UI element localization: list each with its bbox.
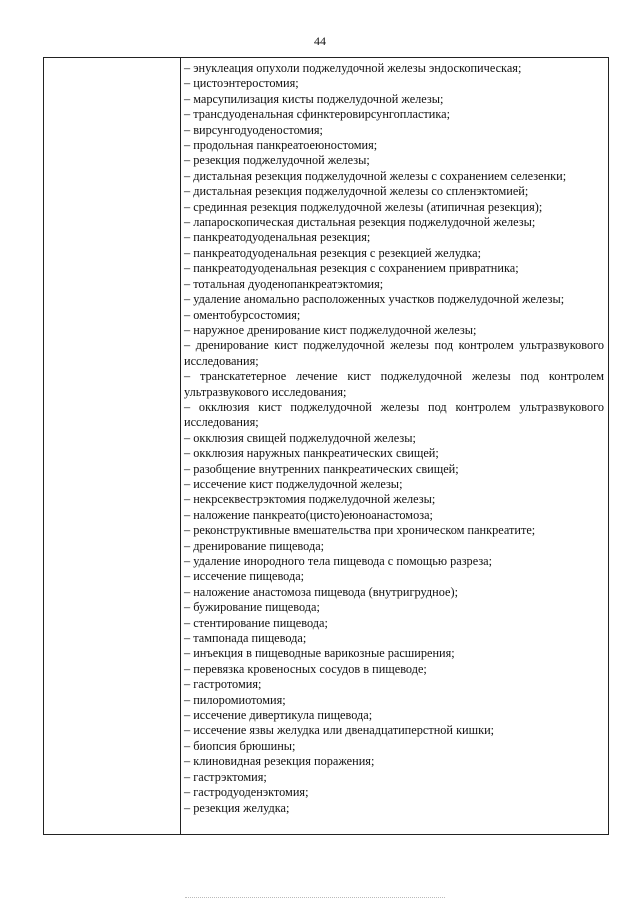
- list-item: – стентирование пищевода;: [184, 615, 328, 630]
- list-item: – инъекция в пищеводные варикозные расширения;: [184, 646, 455, 661]
- list-item: – гастрэктомия;: [184, 769, 267, 784]
- list-item: – пилоромиотомия;: [184, 692, 286, 707]
- list-item: – панкреатодуоденальная резекция с резекцией желудка;: [184, 245, 481, 260]
- list-item: – дренирование пищевода;: [184, 538, 325, 553]
- list-item: – биопсия брюшины;: [184, 738, 296, 753]
- list-item: – цистоэнтеростомия;: [184, 76, 299, 91]
- list-item: – панкреатодуоденальная резекция;: [184, 230, 371, 245]
- list-item: – реконструктивные вмешательства при хроническом панкреатите;: [184, 523, 536, 538]
- list-item: – удаление инородного тела пищевода с помощью разреза;: [184, 554, 493, 568]
- list-item: – наружное дренирование кист поджелудочной железы;: [184, 322, 477, 337]
- procedure-list: [184, 61, 604, 816]
- list-item: – тампонада пищевода;: [184, 631, 307, 646]
- page-number: 44: [314, 34, 326, 48]
- list-item: – иссечение дивертикула пищевода;: [184, 708, 373, 723]
- list-item: – перевязка кровеносных сосудов в пищеводе;: [184, 661, 427, 676]
- list-item: – иссечение язвы желудка или двенадцатиперстной кишки;: [184, 723, 495, 738]
- list-item: – бужирование пищевода;: [184, 600, 320, 615]
- list-item: – оментобурсостомия;: [184, 307, 301, 322]
- list-item: – вирсунгодуоденостомия;: [184, 122, 323, 137]
- list-item: – тотальная дуоденопанкреатэктомия;: [184, 276, 384, 291]
- list-item: – дистальная резекция поджелудочной железы с сохранением селезенки;: [184, 168, 567, 183]
- list-item: – иссечение пищевода;: [184, 569, 305, 584]
- list-item: – некрсеквестрэктомия поджелудочной железы;: [184, 492, 436, 507]
- list-item: – марсупилизация кисты поджелудочной железы;: [184, 91, 444, 106]
- list-item: – иссечение кист поджелудочной железы;: [184, 476, 403, 491]
- scan-artifact: [185, 897, 445, 900]
- list-item: – наложение панкреато(цисто)еюноанастомоза;: [184, 507, 433, 522]
- list-item: – дренирование кист поджелудочной железы под контролем ультразвукового исследования;: [184, 338, 604, 368]
- list-item: – гастротомия;: [184, 677, 262, 692]
- list-item: – энуклеация опухоли поджелудочной железы эндоскопическая;: [184, 61, 522, 75]
- list-item: – продольная панкреатоеюностомия;: [184, 138, 378, 153]
- list-item: – срединная резекция поджелудочной железы (атипичная резекция);: [184, 199, 543, 214]
- list-item: – окклюзия свищей поджелудочной железы;: [184, 430, 416, 445]
- procedures-table: [43, 57, 609, 835]
- list-item: – окклюзия кист поджелудочной железы под контролем ультразвукового исследования;: [184, 399, 604, 430]
- list-item: – гастродуоденэктомия;: [184, 785, 309, 800]
- list-item: – дистальная резекция поджелудочной железы со спленэктомией;: [184, 184, 529, 199]
- list-item: – трансдуоденальная сфинктеровирсунгопластика;: [184, 107, 451, 122]
- list-item: – резекция поджелудочной железы;: [184, 153, 370, 168]
- column-divider: [180, 58, 181, 834]
- list-item: – разобщение внутренних панкреатических свищей;: [184, 461, 459, 476]
- list-item: – удаление аномально расположенных участков поджелудочной железы;: [184, 292, 565, 307]
- list-item: – резекция желудка;: [184, 800, 290, 815]
- list-item: – клиновидная резекция поражения;: [184, 754, 375, 769]
- list-item: – наложение анастомоза пищевода (внутригрудное);: [184, 584, 459, 599]
- list-item: – панкреатодуоденальная резекция с сохранением привратника;: [184, 261, 519, 276]
- list-item: – лапароскопическая дистальная резекция поджелудочной железы;: [184, 215, 536, 230]
- list-item: – транскатетерное лечение кист поджелудочной железы под контролем ультразвукового исследования;: [184, 369, 604, 399]
- list-item: – окклюзия наружных панкреатических свищей;: [184, 446, 439, 461]
